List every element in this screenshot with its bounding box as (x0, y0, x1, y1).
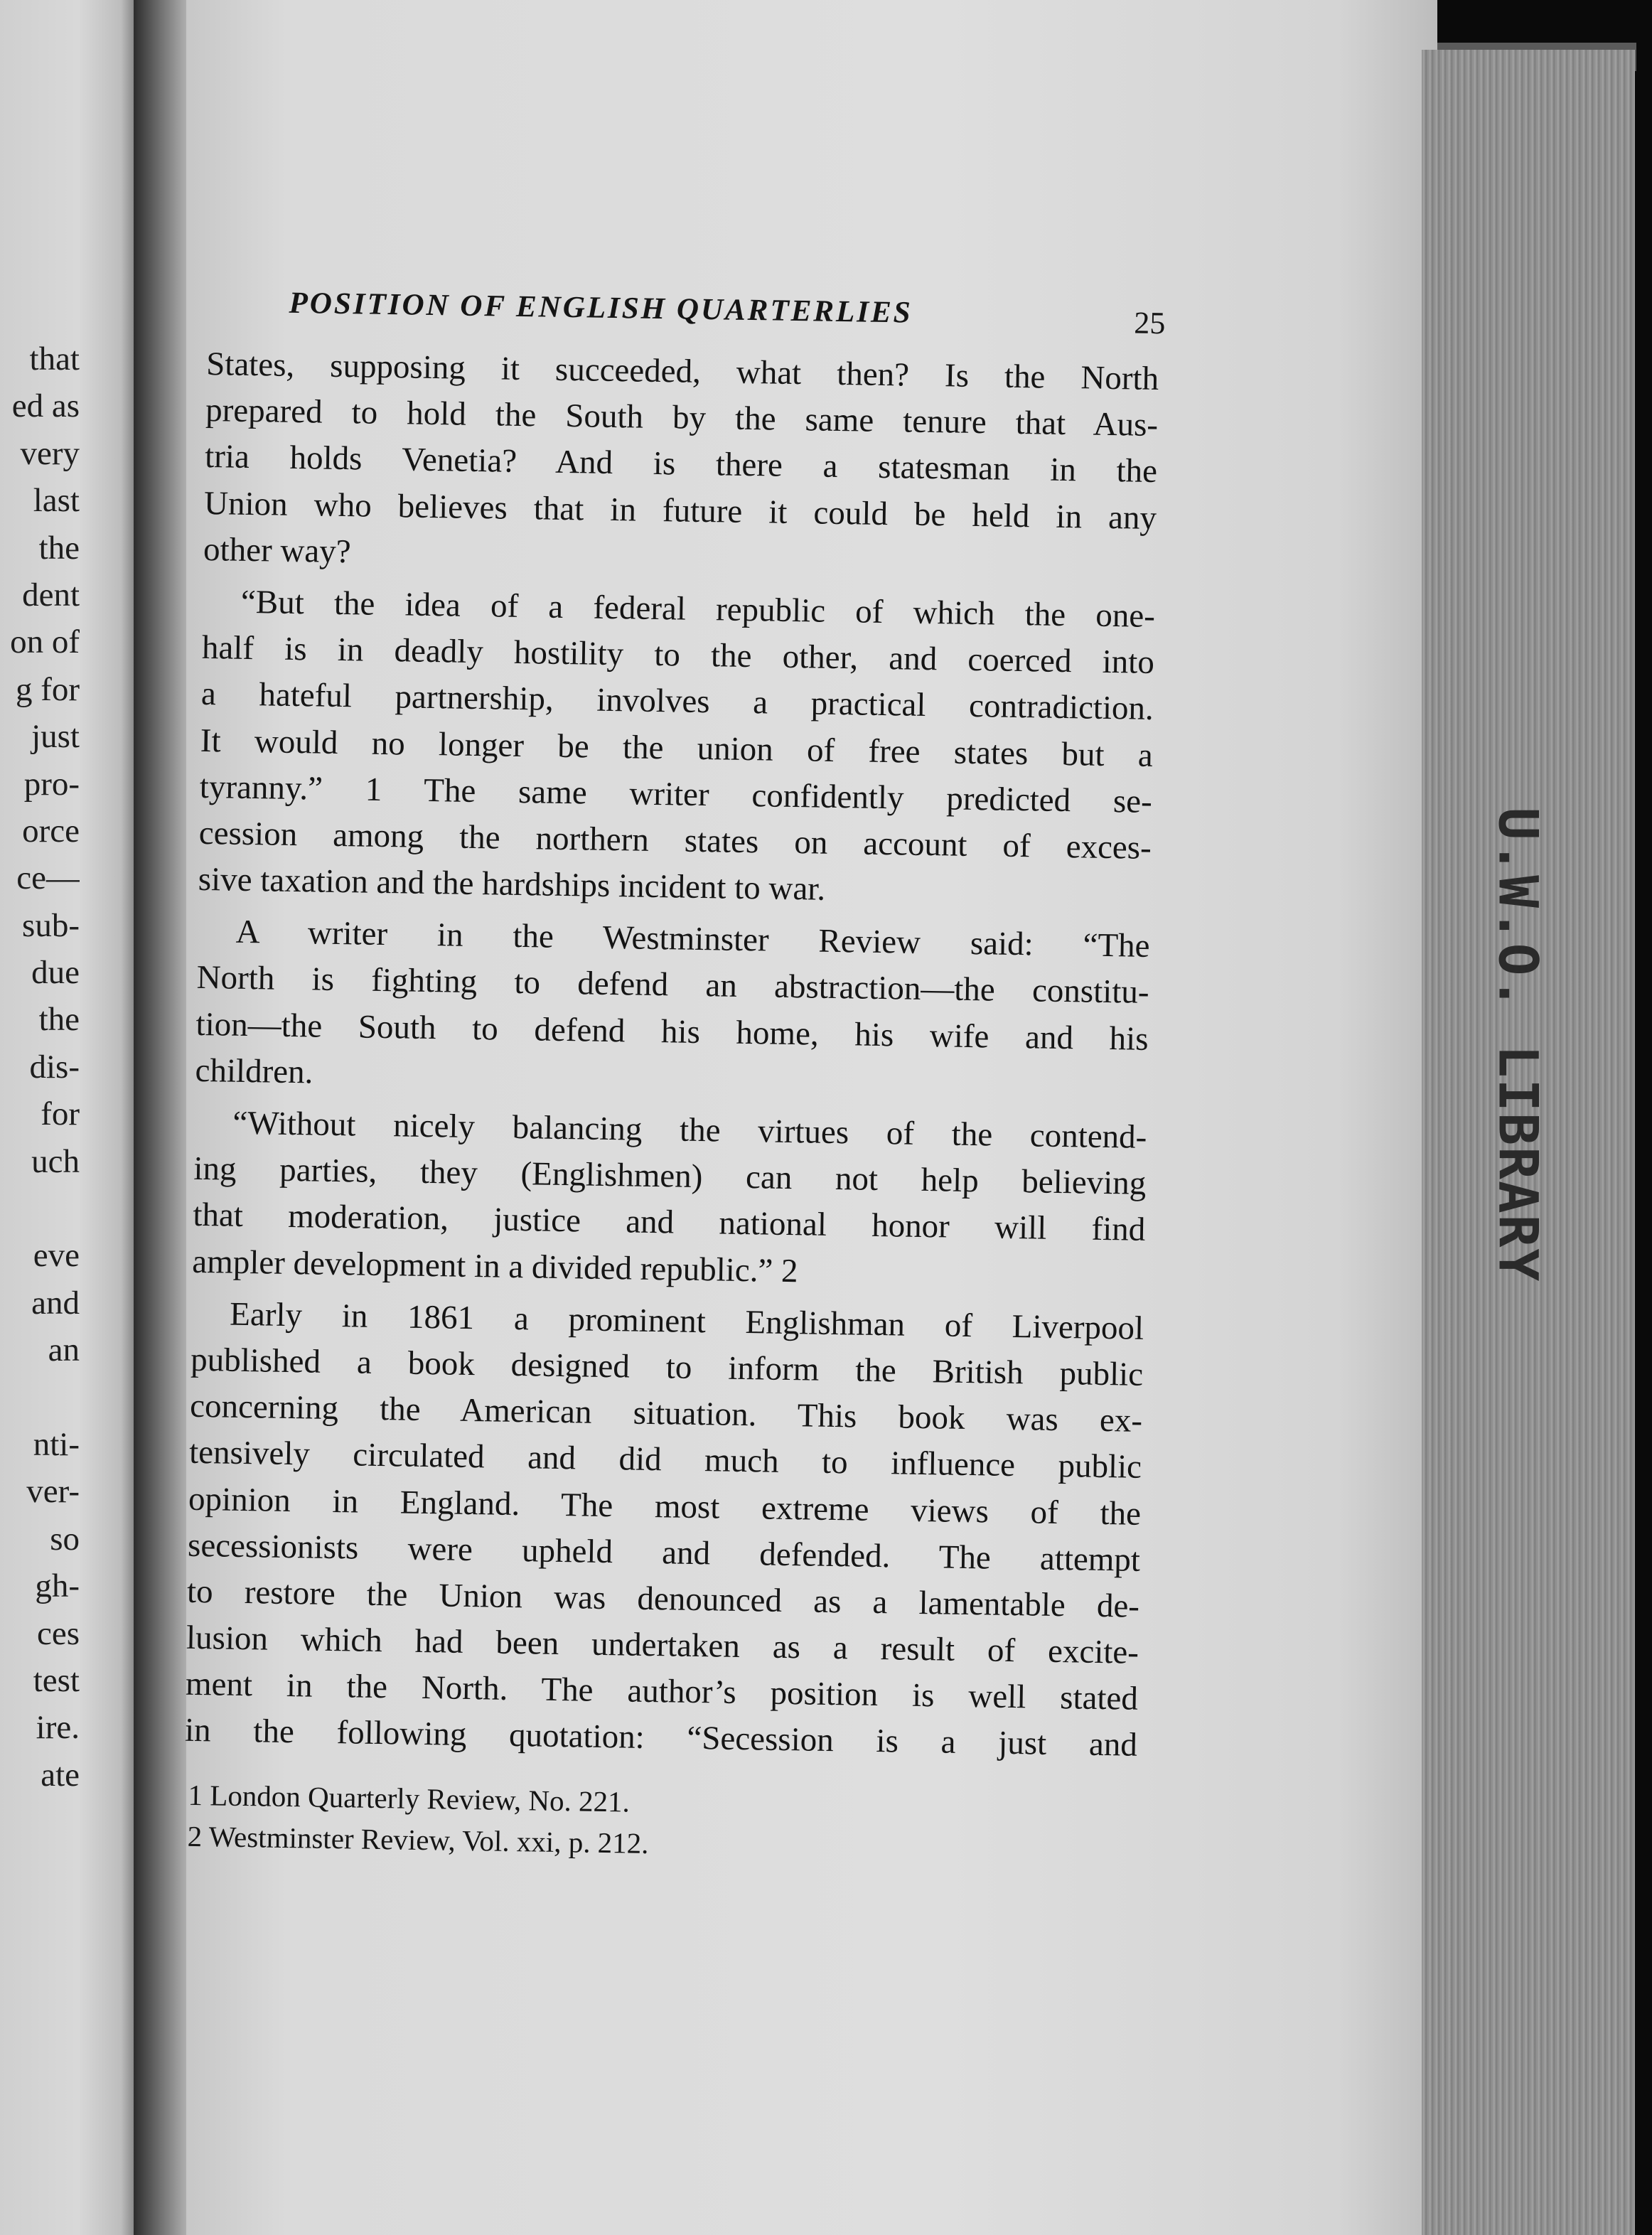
book-gutter (134, 0, 191, 2235)
left-page-line: last (33, 482, 80, 520)
text-line: other way? (203, 530, 352, 570)
left-page-line: just (31, 718, 80, 756)
left-page-line: ce— (16, 859, 80, 897)
left-page-line: the (38, 529, 80, 567)
text-line: Union who believes that in future it could be held in any (203, 484, 1157, 537)
text-line: tensively circulated and did much to influence public (188, 1434, 1142, 1486)
text-line: lusion which had been undertaken as a result of excite- (186, 1619, 1139, 1671)
text-line: children. (195, 1051, 313, 1091)
text-line: A writer in the Westminster Review said: “The (235, 913, 1150, 965)
left-page-line: and (31, 1284, 80, 1322)
text-line: ment in the North. The author’s position is well stated (185, 1666, 1139, 1718)
text-line: ing parties, they (Englishmen) can not help believing (193, 1150, 1147, 1203)
footnote: 2 Westminster Review, Vol. xxi, p. 212. (187, 1819, 649, 1860)
left-page-line: on of (10, 623, 80, 661)
left-page (0, 0, 142, 2235)
left-page-line: ces (36, 1614, 80, 1652)
paragraph (192, 1100, 1147, 1300)
text-line: “Without nicely balancing the virtues of the contend- (232, 1104, 1147, 1156)
left-page-line: for (41, 1095, 80, 1133)
text-line: It would no longer be the union of free states but a (200, 722, 1154, 774)
paragraph (185, 1291, 1144, 1769)
text-line: “But the idea of a federal republic of which the one- (240, 583, 1156, 635)
text-line: secessionists were upheld and defended. The attempt (187, 1526, 1141, 1579)
text-line: North is fighting to defend an abstraction—the constitu- (196, 959, 1149, 1012)
text-line: Early in 1861 a prominent Englishman of Liverpool (229, 1295, 1144, 1347)
library-stamp (1476, 807, 1561, 1283)
left-page-line: ver- (26, 1473, 80, 1511)
text-line: cession among the northern states on account of exces- (198, 814, 1152, 867)
left-page-line (0, 1374, 80, 1421)
left-page-line: nti- (33, 1425, 80, 1463)
left-page-line: orce (22, 812, 80, 849)
text-line: published a book designed to inform the British public (190, 1341, 1144, 1393)
text-line: half is in deadly hostility to the other, and coerced into (201, 629, 1155, 682)
text-line: that moderation, justice and national honor will find (193, 1196, 1146, 1249)
text-line: in the following quotation: “Secession is a just and (184, 1712, 1138, 1764)
paragraph (198, 579, 1155, 918)
page-number: 25 (1133, 305, 1166, 341)
left-page-line: due (31, 954, 80, 992)
footnotes (183, 1774, 1137, 1871)
left-page-line: ire. (36, 1709, 80, 1747)
text-line: prepared to hold the South by the same tenure that Aus- (205, 392, 1159, 444)
left-page-line: that (29, 341, 80, 377)
text-line: tion—the South to defend his home, his wife and his (195, 1005, 1149, 1058)
left-page-line: an (48, 1331, 80, 1369)
left-page-line (0, 1185, 80, 1232)
text-line: States, supposing it succeeded, what then? Is the North (205, 345, 1159, 398)
left-page-line: uch (31, 1142, 80, 1180)
left-page-line: ate (41, 1756, 80, 1794)
page-text-block (183, 284, 1166, 1871)
paragraph (203, 341, 1159, 588)
text-line: ampler development in a divided republic.” 2 (192, 1243, 798, 1290)
text-line: tria holds Venetia? And is there a statesman in the (204, 438, 1158, 491)
left-page-line: gh- (35, 1567, 80, 1605)
left-page-line: sub- (22, 906, 80, 944)
left-page-line: pro- (23, 765, 80, 803)
running-head-title: POSITION OF ENGLISH QUARTERLIES (289, 286, 913, 330)
left-page-line: ed as (11, 387, 80, 425)
footnote: 1 London Quarterly Review, No. 221. (188, 1778, 631, 1818)
text-line: opinion in England. The most extreme views of the (188, 1480, 1142, 1533)
left-page-line: dis- (29, 1048, 80, 1086)
text-line: a hateful partnership, involves a practical contradiction. (200, 675, 1154, 728)
text-line: tyranny.” 1 The same writer confidently predicted se- (199, 768, 1153, 820)
text-line: to restore the Union was denounced as a lamentable de- (186, 1572, 1140, 1625)
left-page-line: very (20, 434, 80, 472)
left-page-line: eve (33, 1237, 80, 1275)
text-line: sive taxation and the hardships incident to war. (198, 860, 826, 908)
left-page-text (0, 336, 80, 1799)
left-page-line: g for (15, 670, 80, 708)
left-page-line: so (50, 1520, 80, 1558)
paragraph (195, 909, 1150, 1109)
text-line: concerning the American situation. This book was ex- (189, 1387, 1143, 1440)
left-page-line: dent (22, 576, 80, 613)
left-page-line: the (38, 1001, 80, 1039)
library-stamp-text: U.W.O. LIBRARY (1486, 807, 1550, 1283)
left-page-line: test (33, 1661, 80, 1699)
